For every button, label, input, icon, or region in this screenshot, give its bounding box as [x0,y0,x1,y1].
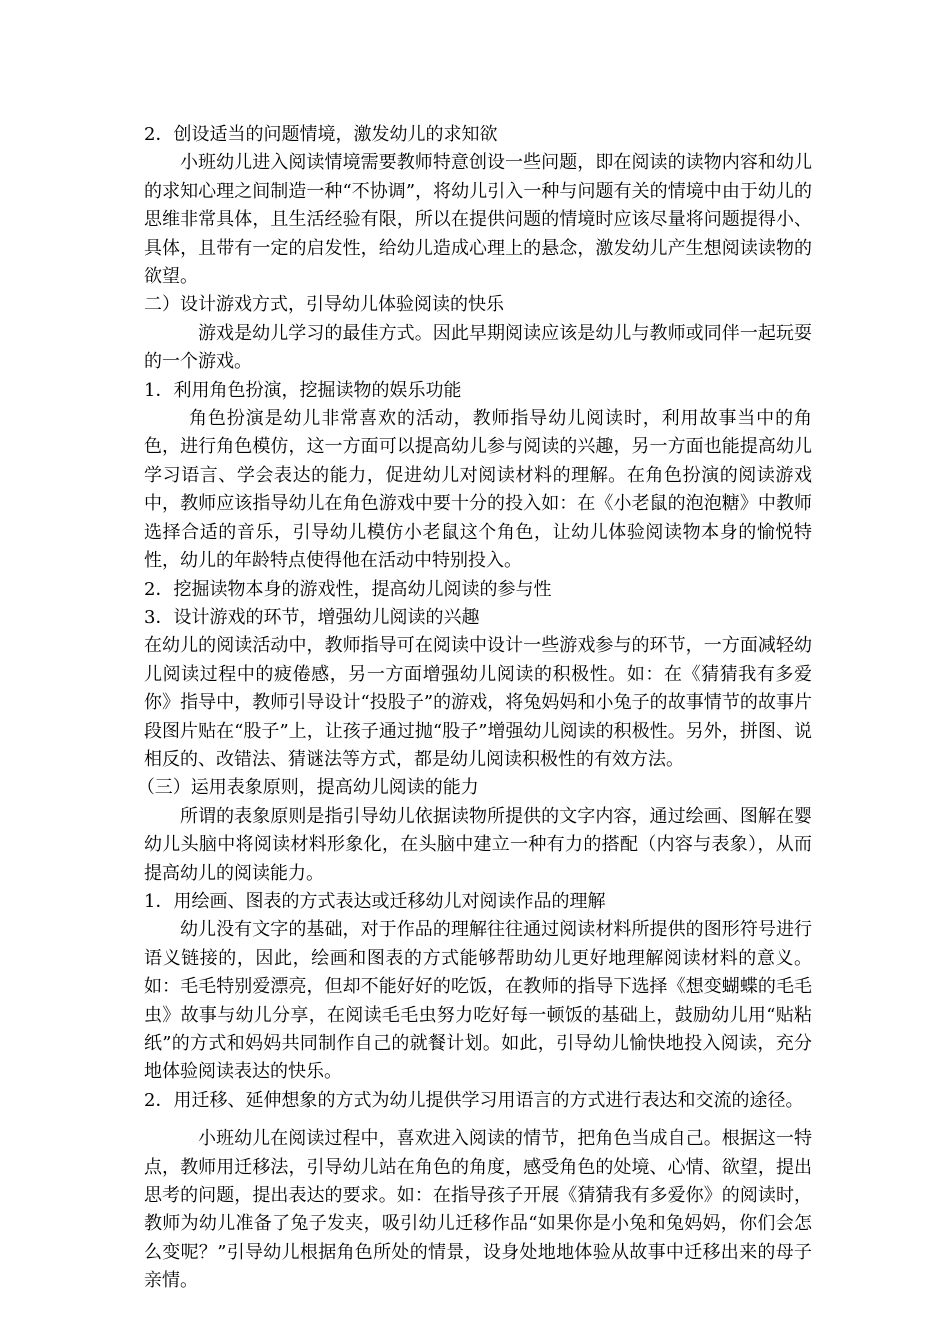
body-paragraph: 游戏是幼儿学习的最佳方式。因此早期阅读应该是幼儿与教师或同伴一起玩耍的一个游戏。 [144,322,812,373]
subsection-heading-2: 2．挖掘读物本身的游戏性，提高幼儿阅读的参与性 [144,578,552,600]
body-paragraph: 所谓的表象原则是指引导幼儿依据读物所提供的文字内容，通过绘画、图解在婴幼儿头脑中将阅读材料形象化，在头脑中建立一种有力的搭配（内容与表象），从而提高幼儿的阅读能力。 [144,805,812,884]
paragraph-gap [144,1115,812,1125]
body-paragraph: 幼儿没有文字的基础，对于作品的理解往往通过阅读材料所提供的图形符号进行语义链接的，因此，绘画和图表的方式能够帮助幼儿更好地理解阅读材料的意义。如：毛毛特别爱漂亮，但却不能好好的吃饭，在教师的指导下选择《想变蝴蝶的毛毛虫》故事与幼儿分享，在阅读毛毛虫努力吃好每一顿饭的基础上，鼓励幼儿用“贴粘纸”的方式和妈妈共同制作自己的就餐计划。如此，引导幼儿愉快地投入阅读，充分地体验阅读表达的快乐。 [144,919,812,1083]
document-body [136,121,812,1296]
section-heading-three: （三）运用表象原则，提高幼儿阅读的能力 [136,777,479,799]
subsection-heading-3: 3．设计游戏的环节，增强幼儿阅读的兴趣 [144,606,480,628]
subsection-heading-1b: 1．用绘画、图表的方式表达或迁移幼儿对阅读作品的理解 [144,890,606,912]
body-paragraph: 小班幼儿在阅读过程中，喜欢进入阅读的情节，把角色当成自己。根据这一特点，教师用迁移法，引导幼儿站在角色的角度，感受角色的处境、心情、欲望，提出思考的问题，提出表达的要求。如：在指导孩子开展《猜猜我有多爱你》的阅读时，教师为幼儿准备了兔子发夹，吸引幼儿迁移作品“如果你是小兔和兔妈妈，你们会怎么变呢？”引导幼儿根据角色所处的情景，设身处地地体验从故事中迁移出来的母子亲情。 [144,1128,812,1292]
subsection-heading-2b: 2．用迁移、延伸想象的方式为幼儿提供学习用语言的方式进行表达和交流的途径。 [144,1089,804,1111]
body-paragraph: 小班幼儿进入阅读情境需要教师特意创设一些问题，即在阅读的读物内容和幼儿的求知心理之间制造一种“不协调”，将幼儿引入一种与问题有关的情境中由于幼儿的思维非常具体，且生活经验有限，所以在提供问题的情境时应该尽量将问题提得小、具体，且带有一定的启发性，给幼儿造成心理上的悬念，激发幼儿产生想阅读读物的欲望。 [144,152,812,288]
section-heading-2: 2．创设适当的问题情境，激发幼儿的求知欲 [144,124,498,145]
body-paragraph: 角色扮演是幼儿非常喜欢的活动，教师指导幼儿阅读时，利用故事当中的角色，进行角色模仿，这一方面可以提高幼儿参与阅读的兴趣，另一方面也能提高幼儿学习语言、学会表达的能力，促进幼儿对阅读材料的理解。在角色扮演的阅读游戏中，教师应该指导幼儿在角色游戏中要十分的投入如：在《小老鼠的泡泡糖》中教师选择合适的音乐，引导幼儿模仿小老鼠这个角色，让幼儿体验阅读物本身的愉悦特性，幼儿的年龄特点使得他在活动中特别投入。 [144,408,812,572]
subsection-heading-1: 1．利用角色扮演，挖掘读物的娱乐功能 [144,379,462,401]
body-paragraph: 在幼儿的阅读活动中，教师指导可在阅读中设计一些游戏参与的环节，一方面减轻幼儿阅读过程中的疲倦感，另一方面增强幼儿阅读的积极性。如：在《猜猜我有多爱你》指导中，教师引导设计“投股子”的游戏，将兔妈妈和小兔子的故事情节的故事片段图片贴在“股子”上，让孩子通过抛“股子”增强幼儿阅读的积极性。另外，拼图、说相反的、改错法、猜谜法等方式，都是幼儿阅读积极性的有效方法。 [144,635,812,770]
section-heading-two: 二）设计游戏方式，引导幼儿体验阅读的快乐 [144,294,504,316]
